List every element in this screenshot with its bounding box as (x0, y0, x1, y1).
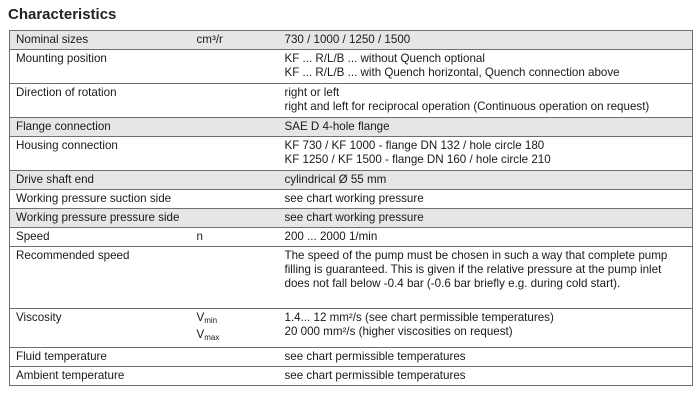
row-value (277, 348, 693, 367)
row-unit (197, 247, 277, 309)
table-row (10, 190, 693, 209)
table-row (10, 118, 693, 137)
row-unit (197, 31, 277, 50)
row-unit (197, 171, 277, 190)
value-line: 200 ... 2000 1/min (284, 230, 378, 243)
row-value (277, 309, 693, 348)
row-name: Direction of rotation (10, 84, 197, 118)
row-value (277, 118, 693, 137)
row-value (277, 50, 693, 84)
table-row (10, 367, 693, 386)
unit-label: $V_{max}$ (196, 328, 220, 342)
value-line: The speed of the pump must be chosen in such a way that complete pump filling is guaranteed. This is given if the relative pressure at the pump inlet does not fall below -0.4 bar (-0.6 bar briefly e.g. during cold start). (284, 249, 668, 290)
value-line: 730 / 1000 / 1250 / 1500 (284, 33, 411, 46)
row-unit (197, 367, 277, 386)
row-name: Viscosity (10, 309, 197, 348)
table-row (10, 137, 693, 171)
row-value (277, 137, 693, 171)
row-name: Drive shaft end (10, 171, 197, 190)
table-row (10, 84, 693, 118)
value-line: SAE D 4-hole flange (284, 120, 390, 133)
unit-label: cm³/r (196, 33, 223, 46)
row-name: Fluid temperature (10, 348, 197, 367)
row-unit (197, 348, 277, 367)
value-line: KF ... R/L/B ... with Quench horizontal, Quench connection above (284, 66, 620, 79)
row-unit (197, 118, 277, 137)
row-name: Working pressure suction side (10, 190, 197, 209)
row-unit (197, 209, 277, 228)
row-name: Flange connection (10, 118, 197, 137)
value-line: see chart permissible temperatures (284, 369, 466, 382)
value-line: KF 1250 / KF 1500 - flange DN 160 / hole circle 210 (284, 153, 551, 166)
section-title: Characteristics (8, 6, 117, 23)
value-line: cylindrical Ø 55 mm (284, 173, 387, 186)
row-name: Nominal sizes (10, 31, 197, 50)
value-line: KF ... R/L/B ... without Quench optional (284, 52, 485, 65)
table-row (10, 31, 693, 50)
row-value (277, 171, 693, 190)
row-value (277, 31, 693, 50)
row-value (277, 367, 693, 386)
value-line: 1.4... 12 mm²/s (see chart permissible temperatures) (284, 311, 554, 324)
unit-label: n (196, 230, 203, 243)
row-value (277, 247, 693, 309)
value-line: KF 730 / KF 1000 - flange DN 132 / hole circle 180 (284, 139, 545, 152)
row-unit (197, 190, 277, 209)
table-row (10, 309, 693, 348)
table-row (10, 228, 693, 247)
row-value (277, 84, 693, 118)
value-line: right and left for reciprocal operation (Continuous operation on request) (284, 100, 650, 113)
row-value (277, 209, 693, 228)
row-value (277, 228, 693, 247)
table-row (10, 209, 693, 228)
row-unit (197, 228, 277, 247)
characteristics-table (9, 30, 693, 386)
table-body (10, 31, 693, 386)
row-name: Mounting position (10, 50, 197, 84)
value-line: see chart working pressure (284, 192, 424, 205)
row-name: Speed (10, 228, 197, 247)
table-row (10, 247, 693, 309)
row-unit (197, 50, 277, 84)
row-name: Ambient temperature (10, 367, 197, 386)
row-name: Working pressure pressure side (10, 209, 197, 228)
value-line: see chart working pressure (284, 211, 424, 224)
value-line: see chart permissible temperatures (284, 350, 466, 363)
table-row (10, 171, 693, 190)
row-unit (197, 137, 277, 171)
row-unit (197, 84, 277, 118)
table-row (10, 50, 693, 84)
table-row (10, 348, 693, 367)
row-unit (197, 309, 277, 348)
row-name: Housing connection (10, 137, 197, 171)
value-line: 20 000 mm²/s (higher viscosities on request) (284, 325, 513, 338)
row-value (277, 190, 693, 209)
row-name: Recommended speed (10, 247, 197, 309)
value-line: right or left (284, 86, 340, 99)
unit-label: $V_{min}$ (196, 311, 218, 325)
